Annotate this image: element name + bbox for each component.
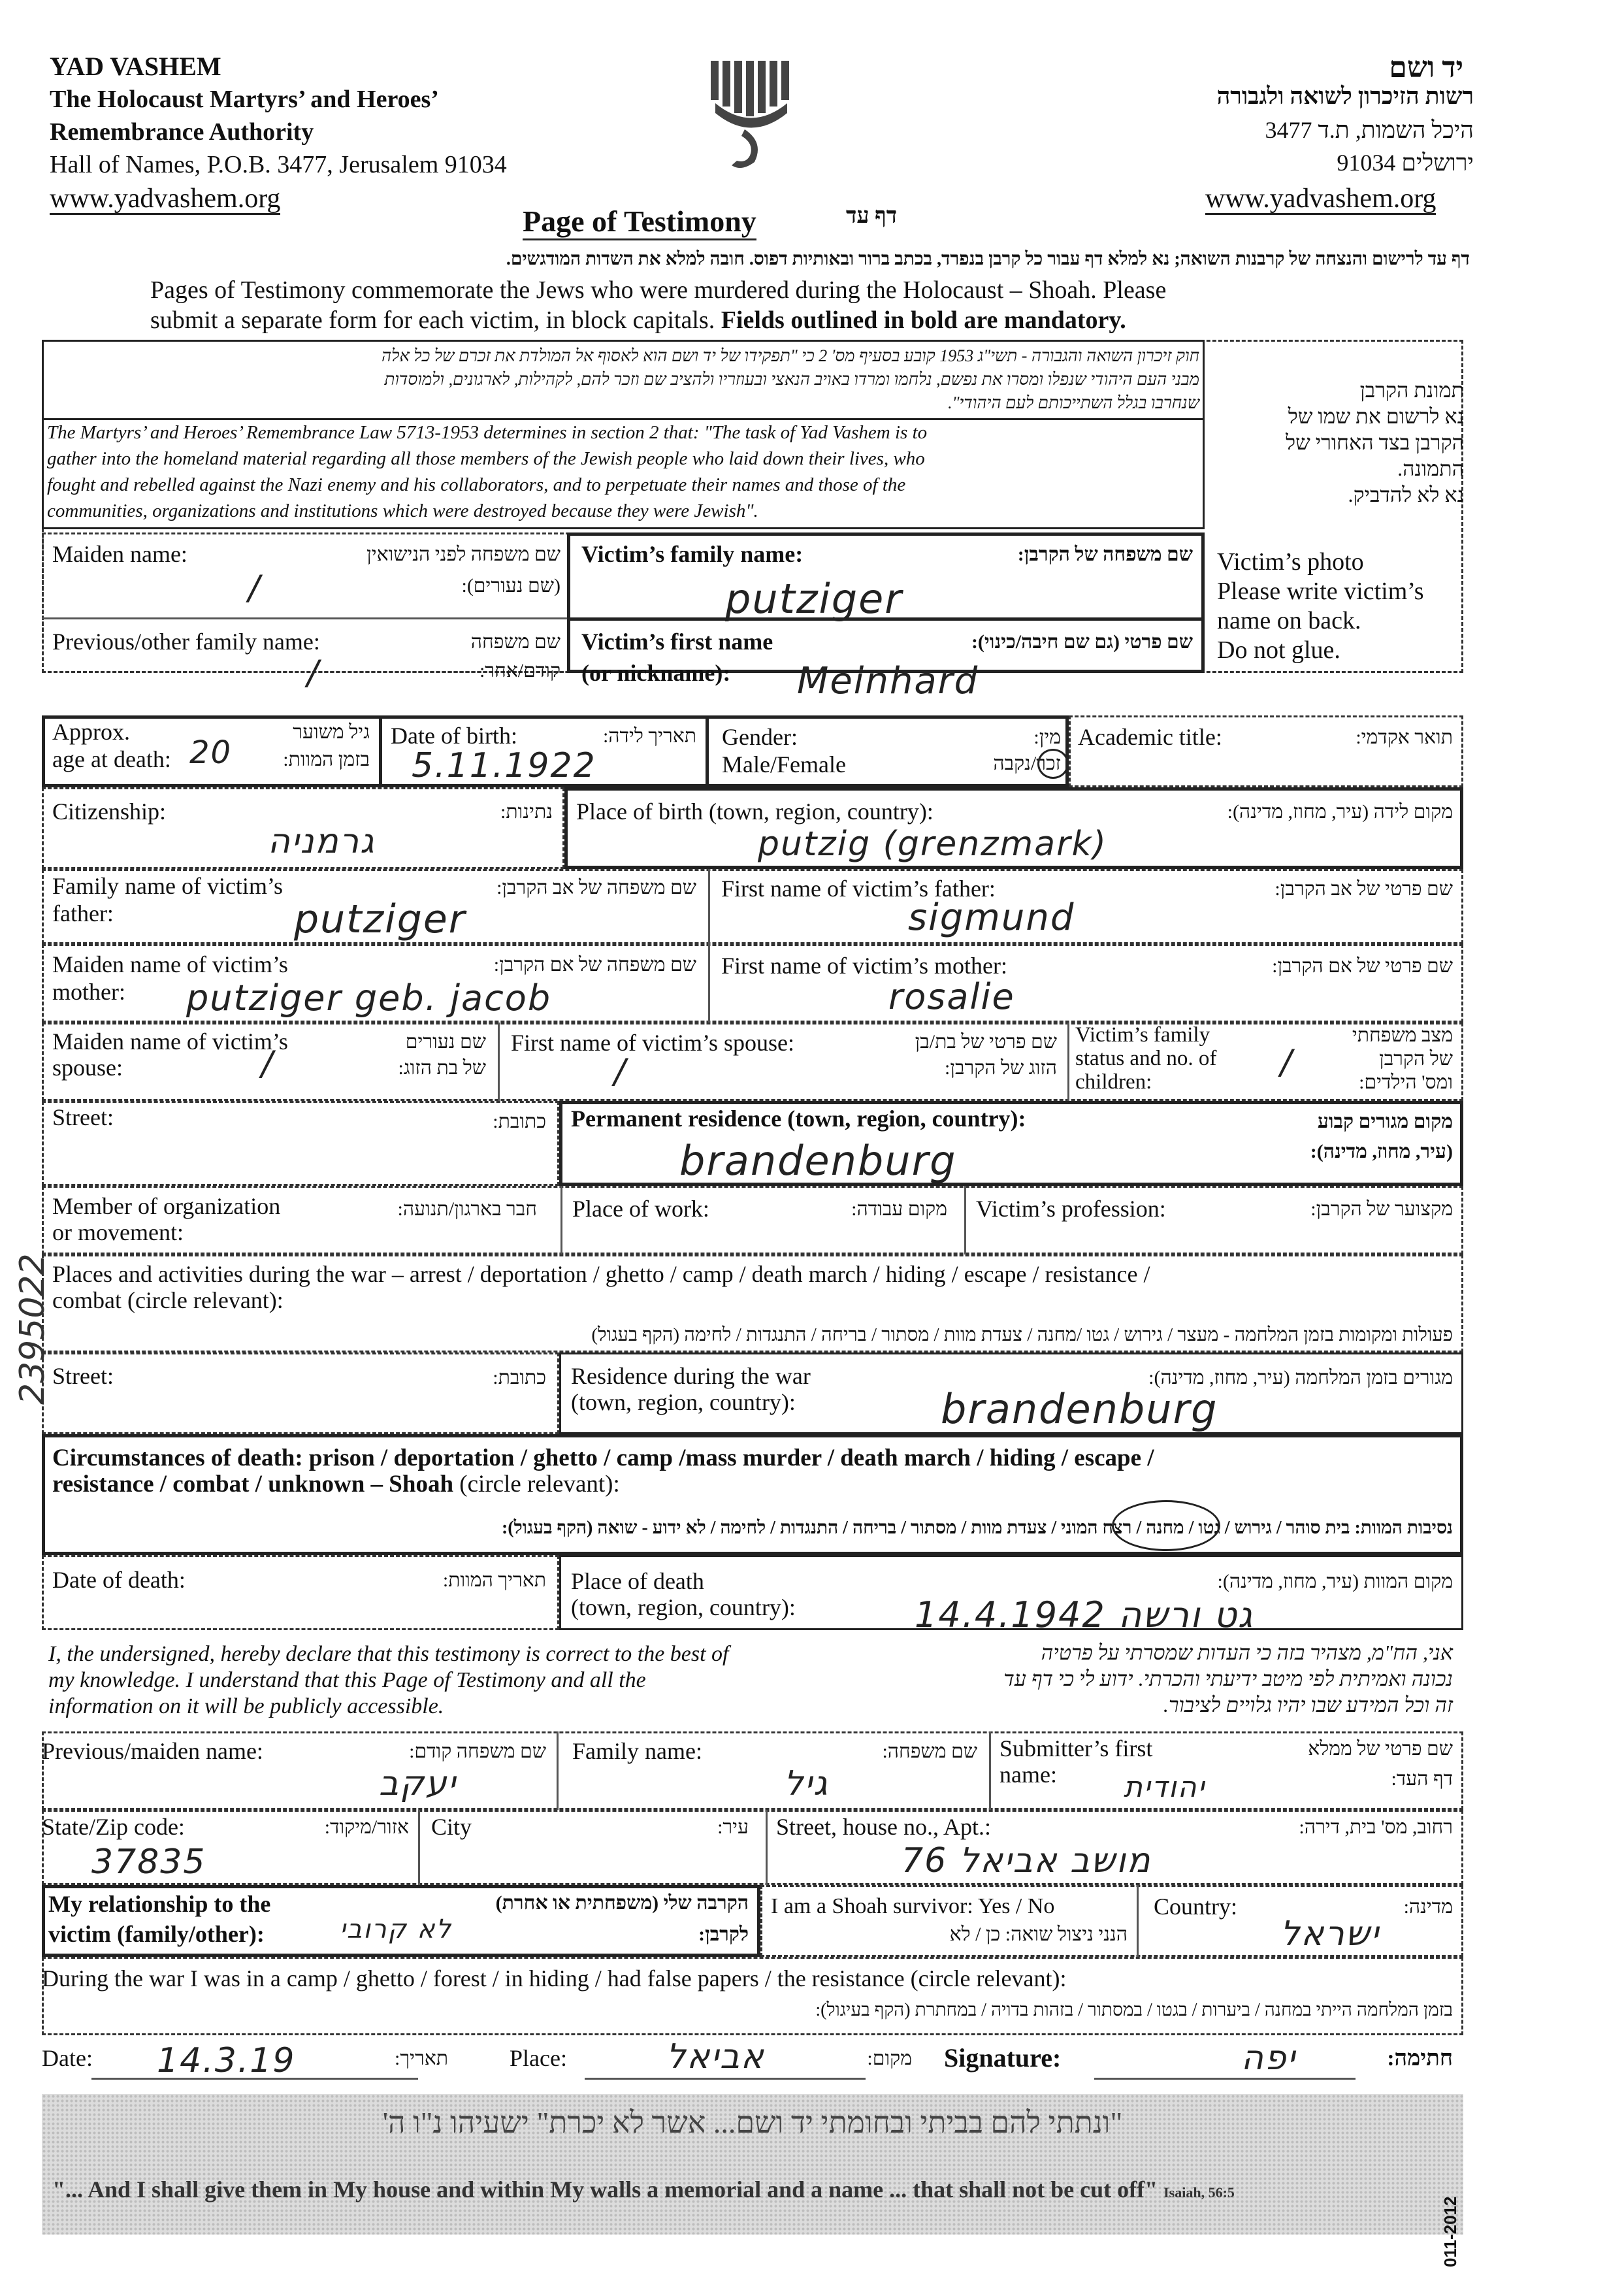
country-heb: מדינה: <box>1403 1896 1453 1918</box>
signature-value[interactable]: יפה <box>1241 2039 1297 2078</box>
mother-maiden-value[interactable]: putziger geb. jacob <box>186 977 552 1019</box>
submitter-family-value[interactable]: גיל <box>784 1764 829 1803</box>
father-first-label: First name of victim’s father: <box>721 876 996 902</box>
street-apt-heb: רחוב, מס' בית, דירה: <box>1299 1816 1453 1838</box>
age-label: Approx. <box>52 719 130 745</box>
law-en-1: The Martyrs’ and Heroes’ Remembrance Law 5713-1953 determines in section 2 that: "The task of Yad Vashem is to <box>47 422 928 443</box>
heb-org-line-1: רשות הזיכרון לשואה ולגבורה <box>1216 83 1474 109</box>
deportation-circle[interactable] <box>1112 1500 1220 1551</box>
divider <box>418 1810 420 1885</box>
maiden-name-heb-2: (שם נעורים): <box>461 575 560 597</box>
gender-heb-2: זכר/נקבה <box>993 753 1061 774</box>
survivor-heb: הנני ניצול שואה: כן / לא <box>949 1924 1128 1945</box>
dob-heb: תאריך לידה: <box>602 725 696 747</box>
signature-label: Signature: <box>944 2043 1062 2073</box>
birthplace-label: Place of birth (town, region, country): <box>576 798 934 825</box>
places-label-2: combat (circle relevant): <box>52 1287 284 1313</box>
country-value[interactable]: ישראל <box>1280 1914 1380 1954</box>
place-value[interactable]: אביאל <box>666 2037 765 2076</box>
divider <box>1137 1885 1139 1957</box>
mother-first-value[interactable]: rosalie <box>888 976 1015 1017</box>
declaration-en-2: my knowledge. I understand that this Page of Testimony and all the <box>48 1668 646 1692</box>
prev-maiden-label: Previous/maiden name: <box>42 1738 263 1764</box>
citizenship-heb: נתינות: <box>500 801 553 823</box>
org-line-1: The Holocaust Martyrs’ and Heroes’ <box>50 86 439 113</box>
gender-circle-male[interactable] <box>1037 749 1069 779</box>
maiden-name-label: Maiden name: <box>52 541 187 567</box>
work-heb: מקום עבודה: <box>851 1198 947 1220</box>
spouse-first-heb-2: הזוג של הקרבן: <box>945 1057 1057 1079</box>
declaration-heb-2: נכונה ואמיתית לפי מיטב ידיעתי והכרתי. ידוע לי כי דף עד <box>1003 1667 1453 1690</box>
menorah-logo-icon <box>706 57 797 175</box>
father-first-value[interactable]: sigmund <box>908 896 1075 939</box>
street-apt-value[interactable]: מושב אביאל 76 <box>901 1841 1152 1880</box>
death-place-heb: מקום המוות (עיר, מחוז, מדינה): <box>1217 1571 1453 1592</box>
photo-heb-3: הקרבן בצד האחורי של <box>1286 431 1464 454</box>
org-name: YAD VASHEM <box>50 52 221 81</box>
photo-en-3: name on back. <box>1217 607 1361 634</box>
age-heb-2: בזמן המוות: <box>283 749 370 770</box>
relationship-value[interactable]: לא קרובי <box>340 1914 453 1944</box>
street-label: Street: <box>52 1104 114 1130</box>
circumstances-label: Circumstances of death: prison / deportation / ghetto / camp /mass murder / death march / hiding / escape / <box>52 1445 1154 1471</box>
relationship-label-2: victim (family/other): <box>48 1921 265 1947</box>
law-heb-1: חוק זיכרון השואה והגבורה - תשי"ג 1953 קובע בסעיף מס' 2 כי "תפקידו של יד ושם הוא לאסוף אל המולדת את זכרם של כל אלה <box>381 346 1199 365</box>
circumstances-heb: נסיבות המוות: בית סוהר / גירוש / גטו / מחנה / רצח המוני / צעדת מוות / מסתור / בריחה / התנגדות / לחימה / לא ידוע - שואה (הקף בעגול): <box>501 1518 1453 1538</box>
relationship-heb-2: לקרבן: <box>698 1924 749 1945</box>
divider <box>42 617 570 619</box>
country-label: Country: <box>1154 1893 1238 1920</box>
citizenship-label: Citizenship: <box>52 798 166 825</box>
places-label: Places and activities during the war – arrest / deportation / ghetto / camp / death march / hiding / escape / resistance / <box>52 1261 1150 1287</box>
citizenship-value[interactable]: גרמניה <box>268 822 376 861</box>
submitter-family-label: Family name: <box>572 1738 702 1764</box>
father-family-value[interactable]: putziger <box>294 896 466 942</box>
member-heb: חבר בארגון/תנועה: <box>397 1198 537 1220</box>
residence-heb-2: (עיר, מחוז, מדינה): <box>1310 1141 1453 1162</box>
photo-heb-4: התמונה. <box>1397 457 1464 480</box>
form-code: 011-2012 <box>1440 2196 1460 2267</box>
spouse-maiden-value[interactable]: / <box>261 1044 274 1083</box>
death-place-label-2: (town, region, country): <box>571 1594 796 1620</box>
age-heb: גיל משוער <box>293 721 370 743</box>
zip-heb: אזור/מיקוד: <box>324 1816 409 1838</box>
maiden-name-heb: שם משפחה לפני הנישואין <box>366 544 560 565</box>
declaration-heb-3: זה וכל המידע שבו יהיו גלויים לציבור. <box>1163 1693 1453 1716</box>
spouse-first-heb: שם פרטי של בת/בן <box>915 1031 1057 1053</box>
prev-family-heb: שם משפחה <box>470 631 560 653</box>
submitter-first-value[interactable]: יהודית <box>1124 1771 1206 1804</box>
divider <box>766 1810 768 1885</box>
prev-family-value[interactable]: / <box>307 653 320 693</box>
submitter-first-heb: שם פרטי של ממלא <box>1308 1738 1453 1760</box>
page-title-heb: דף עד <box>846 204 898 228</box>
submitter-address-box <box>42 1810 1463 1885</box>
gender-label: Gender: <box>722 724 798 750</box>
relationship-label: My relationship to the <box>48 1891 271 1917</box>
law-en-3: fought and rebelled against the Nazi enemy and his collaborators, and to perpetuate their names and those of the <box>47 474 906 495</box>
submitter-first-label-2: name: <box>999 1761 1057 1788</box>
date-value[interactable]: 14.3.19 <box>157 2041 296 2080</box>
city-label: City <box>431 1814 472 1840</box>
maiden-name-value[interactable]: / <box>248 568 261 608</box>
spouse-maiden-heb-2: של בת הזוג: <box>398 1057 486 1079</box>
law-heb-2: מבני העם היהודי שנפלו ומסרו את נפשם, נלחמו ומרדו באויב הנאצי ובעוזריו ולהציב שם וזכר להם, לקהילות, לארגונים, ולמוסדות <box>384 370 1199 389</box>
birthplace-value[interactable]: putzig (grenzmark) <box>758 825 1107 864</box>
family-status-label-2: status and no. of <box>1075 1047 1217 1070</box>
submitter-first-heb-2: דף העד: <box>1391 1768 1453 1790</box>
survivor-label: I am a Shoah survivor: Yes / No <box>771 1894 1055 1918</box>
spouse-first-value[interactable]: / <box>614 1052 627 1091</box>
family-status-heb-2: של הקרבן <box>1379 1048 1453 1070</box>
age-value[interactable]: 20 <box>189 734 233 771</box>
website-left: www.yadvashem.org <box>50 184 281 214</box>
prev-family-label: Previous/other family name: <box>52 629 320 655</box>
zip-value[interactable]: 37835 <box>91 1843 206 1882</box>
divider <box>557 1731 559 1810</box>
divider <box>964 1186 966 1254</box>
gender-label-2: Male/Female <box>722 751 846 778</box>
street-heb: כתובת: <box>493 1111 546 1132</box>
war-residence-value[interactable]: brandenburg <box>941 1385 1218 1433</box>
war-residence-label-2: (town, region, country): <box>571 1389 796 1415</box>
prev-maiden-value[interactable]: יעקב <box>379 1764 457 1803</box>
signature-line <box>1094 2078 1356 2080</box>
war-street-label: Street: <box>52 1363 114 1389</box>
profession-heb: מקצוער של הקרבן: <box>1310 1198 1453 1220</box>
family-name-heb: שם משפחה של הקרבן: <box>1017 544 1193 565</box>
family-name-value[interactable]: putziger <box>725 575 903 623</box>
academic-heb: תואר אקדמי: <box>1356 727 1453 748</box>
first-name-label: Victim’s first name <box>581 629 773 655</box>
spouse-maiden-heb: שם נעורים <box>405 1031 486 1053</box>
declaration-en-3: information on it will be publicly accessible. <box>48 1694 444 1718</box>
war-street-heb: כתובת: <box>493 1367 546 1388</box>
mother-first-heb: שם פרטי של אם הקרבן: <box>1272 955 1453 977</box>
father-family-label-2: father: <box>52 900 114 926</box>
family-status-label: Victim’s family <box>1075 1023 1210 1047</box>
org-line-2: Remembrance Authority <box>50 118 314 146</box>
mother-first-label: First name of victim’s mother: <box>721 953 1007 979</box>
residence-value[interactable]: brandenburg <box>679 1137 957 1185</box>
birthplace-heb: מקום לידה (עיר, מחוז, מדינה): <box>1227 801 1453 823</box>
declaration-en-1: I, the undersigned, hereby declare that this testimony is correct to the best of <box>48 1642 729 1666</box>
law-en-4: communities, organizations and institutions which were destroyed because they were Jewish". <box>47 500 758 521</box>
photo-en-1: Victim’s photo <box>1217 548 1364 576</box>
residence-heb: מקום מגורים קבוע <box>1317 1111 1453 1132</box>
death-date-heb: תאריך המוות: <box>442 1569 546 1591</box>
profession-label: Victim’s profession: <box>976 1196 1166 1222</box>
age-label-2: age at death: <box>52 746 171 772</box>
family-status-value[interactable]: / <box>1280 1043 1293 1082</box>
street-apt-label: Street, house no., Apt.: <box>776 1814 991 1840</box>
residence-label: Permanent residence (town, region, country): <box>571 1106 1026 1132</box>
date-label: Date: <box>42 2045 93 2071</box>
heb-org-name: יד ושם <box>1389 52 1463 84</box>
dob-value[interactable]: 5.11.1922 <box>412 746 596 785</box>
family-status-heb-3: ומס' הילדים: <box>1359 1072 1453 1093</box>
divider <box>989 1731 991 1810</box>
city-heb: עיר: <box>717 1816 749 1838</box>
death-date-label: Date of death: <box>52 1567 186 1593</box>
photo-en-2: Please write victim’s <box>1217 578 1424 605</box>
first-name-value[interactable]: Meinhard <box>797 660 979 702</box>
date-heb: תאריך: <box>395 2048 448 2069</box>
war-street-box <box>42 1352 559 1434</box>
academic-label: Academic title: <box>1078 724 1222 750</box>
place-label: Place: <box>510 2045 567 2071</box>
heb-org-line-2: היכל השמות, ת.ד 3477 <box>1265 117 1474 143</box>
prev-family-heb-2: קודם/אחר: <box>479 660 560 681</box>
member-label-2: or movement: <box>52 1219 184 1245</box>
dob-label: Date of birth: <box>391 723 517 749</box>
law-divider <box>42 418 1205 420</box>
father-family-label: Family name of victim’s <box>52 873 283 899</box>
divider <box>706 715 709 787</box>
first-name-heb: שם פרטי (גם שם חיבה/כינוי): <box>971 631 1193 653</box>
divider <box>498 1023 500 1101</box>
place-heb: מקום: <box>867 2048 912 2069</box>
website-right: www.yadvashem.org <box>1205 184 1437 214</box>
photo-heb-1: תמונת הקרבן <box>1359 378 1464 402</box>
gender-heb: מין: <box>1033 727 1061 748</box>
family-name-label: Victim’s family name: <box>581 541 804 567</box>
declaration-heb-1: אני, הח"מ, מצהיר בזה כי העדות שמסרתי על פרטיה <box>1041 1641 1453 1664</box>
father-family-heb: שם משפחה של אב הקרבן: <box>496 877 696 898</box>
during-war-label: During the war I was in a camp / ghetto / forest / in hiding / had false papers / the resistance (circle relevant): <box>42 1965 1067 1991</box>
law-en-2: gather into the homeland material regarding all those members of the Jewish people who laid down their lives, who <box>47 448 925 469</box>
divider <box>560 1186 562 1254</box>
heb-org-line-3: ירושלים 91034 <box>1337 150 1474 176</box>
war-residence-heb: מגורים בזמן המלחמה (עיר, מחוז, מדינה): <box>1148 1367 1453 1388</box>
war-residence-label: Residence during the war <box>571 1363 811 1389</box>
spouse-first-label: First name of victim’s spouse: <box>511 1030 794 1056</box>
submitter-first-label: Submitter’s first <box>999 1735 1153 1761</box>
divider <box>1067 1023 1069 1101</box>
page-title: Page of Testimony <box>523 204 756 240</box>
family-status-label-3: children: <box>1075 1070 1152 1094</box>
death-place-value[interactable]: 14.4.1942 גט ורשה <box>915 1594 1254 1635</box>
mother-maiden-label-2: mother: <box>52 979 125 1005</box>
member-label: Member of organization <box>52 1193 281 1219</box>
spouse-maiden-label-2: spouse: <box>52 1055 123 1081</box>
spouse-maiden-label: Maiden name of victim’s <box>52 1028 288 1055</box>
photo-heb-2: נא לרשום את שמו של <box>1288 404 1464 428</box>
footer-en-quote: "... And I shall give them in My house and within My walls a memorial and a name ... that shall not be cut off" Isaiah, 56:5 <box>52 2176 1235 2203</box>
footer-heb-quote: "ונתתי להם בביתי ובחומתי יד ושם... אשר לא יכרת" ישעיהו נ"ו ה' <box>382 2106 1123 2139</box>
org-line-3: Hall of Names, P.O.B. 3477, Jerusalem 91034 <box>50 151 507 178</box>
during-war-heb: בזמן המלחמה הייתי במחנה / ביערות / בגטו / במסתור / בזהות בדויה / במחתרת (הקף בעיגול): <box>815 2000 1453 2020</box>
photo-heb-5: נא לא להדביק. <box>1348 483 1464 506</box>
places-heb: פעולות ומקומות בזמן המלחמה - מעצר / גירוש / גטו /מחנה / צעדת מוות / מסתור / בריחה / התנגדות / לחימה (הקף בעגול) <box>591 1324 1453 1345</box>
first-name-label-2: (or nickname): <box>581 660 731 686</box>
divider <box>708 944 710 1023</box>
family-status-heb: מצב משפחתי <box>1352 1024 1453 1046</box>
law-heb-3: שנחרבו בגלל השתייכותם לעם היהודי". <box>948 393 1199 412</box>
death-place-label: Place of death <box>571 1568 704 1594</box>
circumstances-label-2-wrap: resistance / combat / unknown – Shoah (circle relevant): <box>52 1471 620 1498</box>
signature-heb: חתימה: <box>1387 2046 1453 2071</box>
mother-maiden-label: Maiden name of victim’s <box>52 951 288 977</box>
instruction-line-2: submit a separate form for each victim, in block capitals. Fields outlined in bold are mandatory. <box>150 306 1126 334</box>
street-box <box>42 1101 559 1186</box>
instruction-line-1: Pages of Testimony commemorate the Jews who were murdered during the Holocaust – Shoah. Please <box>150 276 1167 304</box>
mother-maiden-heb: שם משפחה של אם הקרבן: <box>493 954 696 975</box>
divider <box>708 869 710 944</box>
father-first-heb: שם פרטי של אב הקרבן: <box>1275 878 1453 900</box>
heb-instruction: דף עד לרישום והנצחה של קרבנות השואה; נא למלא דף עבור כל קרבן בנפרד, בכתב ברור ובאותיות דפוס. חובה למלא את השדות המודגשים. <box>506 249 1470 269</box>
side-number: 2395022 <box>13 1253 52 1405</box>
relationship-heb: הקרבה שלי (משפחתית או אחרת) <box>495 1892 749 1914</box>
submitter-family-heb: שם משפחה: <box>882 1741 977 1762</box>
divider <box>379 715 382 787</box>
prev-maiden-heb: שם משפחה קודם: <box>409 1741 546 1762</box>
work-label: Place of work: <box>572 1196 709 1222</box>
place-line <box>585 2078 866 2080</box>
zip-label: State/Zip code: <box>42 1814 185 1840</box>
photo-en-4: Do not glue. <box>1217 636 1340 664</box>
